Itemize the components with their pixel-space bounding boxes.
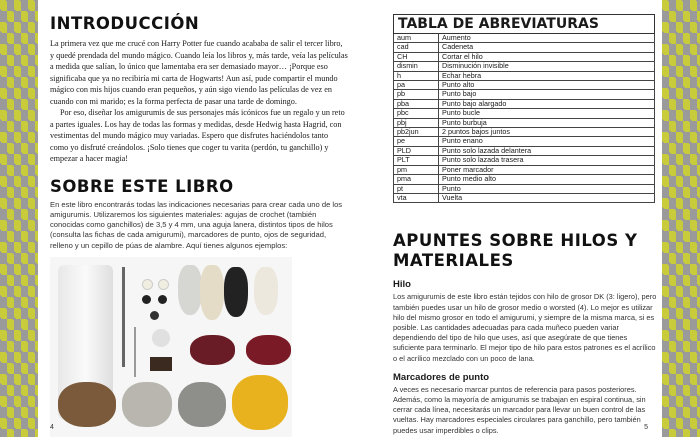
safety-eye [158,279,169,290]
yarn-skein-white [254,267,278,315]
abbreviation-meaning: Cortar el hilo [439,52,655,61]
table-row [394,184,655,193]
table-row [394,99,655,108]
notes-title: APUNTES SOBRE HILOS Y MATERIALES [393,231,638,271]
abbreviation-meaning: Punto [439,184,655,193]
yarn-skein-brown [58,382,116,427]
intro-paragraph: La primera vez que me crucé con Harry Potter fue cuando acababa de salir el tercer libro, y quedé prendada del mundo mágico. Cuando leía los libros y, más tarde, veía las películas a medida que salían, lo único que lamentaba era ser demasiado mayor… ¡Porque eso significaba que ya no recibiría mi carta de Hogwarts! Aun así, pude compartir el mundo mágico con mis hijos cuando eran pequeños, y aún sigo viendo las películas de vez en cuando con mi marido; es la forma perfecta de pasar una tarde de domingo. [50,39,348,106]
table-row [394,43,655,52]
safety-eye [150,311,159,320]
intro-paragraph: Por eso, diseñar los amigurumis de sus personajes más icónicos fue un regalo y un reto a partes iguales. Los hay de todas las formas y medidas, desde Hedwig hasta Hagrid, con vestimentas del mundo mágico muy variadas. Espero que disfrutes haciéndolos tanto como yo disfruté creándolos. ¡Solo tienes que coger tu varita (perdón, tu ganchillo) y empezar a hacer magia! [50,108,345,163]
table-row [394,165,655,174]
yarn-skein-grey [178,265,202,315]
abbreviation-code: cad [394,43,439,52]
intro-title: INTRODUCCIÓN [50,14,200,33]
abbreviation-meaning: Echar hebra [439,71,655,80]
abbreviation-code: pt [394,184,439,193]
abbreviation-code: PLD [394,146,439,155]
decorative-border-left [0,0,38,437]
materials-photo [50,257,292,437]
safety-eye [142,295,151,304]
markers-text: A veces es necesario marcar puntos de referencia para pasos posteriores. Además, como la mayoría de amigurumis se trabajan en espiral continua, sin cerrar cada línea, necesitarás un marcador para llevar un buen control de las vueltas. Hay marcadores especiales circulares para ganchillo, pero también puedes usar imperdibles o clips. [393,384,646,435]
table-row [394,71,655,80]
abbreviations-table [393,14,655,203]
abbreviation-code: aum [394,34,439,43]
abbreviation-code: pm [394,165,439,174]
yarn-skein-maroon [190,335,235,365]
abbreviation-code: pb2jun [394,128,439,137]
abbreviation-code: h [394,71,439,80]
yarn-skein-grey-dark [178,382,226,427]
abbreviation-code: pbc [394,109,439,118]
crochet-hook [122,267,125,367]
table-row [394,118,655,127]
table-row [394,90,655,99]
table-row [394,81,655,90]
safety-eye [158,295,167,304]
yarn-skein-maroon [246,335,291,365]
abbreviation-meaning: Punto enano [439,137,655,146]
yarn-heading: Hilo [393,279,411,291]
yarn-skein-grey [122,382,172,427]
abbreviation-meaning: Cadeneta [439,43,655,52]
abbreviation-code: pma [394,175,439,184]
right-page [393,14,659,434]
decorative-border-right [662,0,700,437]
abbreviation-meaning: Punto alto [439,81,655,90]
abbreviation-meaning: Punto solo lazada delantera [439,146,655,155]
abbreviation-meaning: Punto bajo alargado [439,99,655,108]
yarn-skein-yellow [232,375,288,430]
abbreviation-code: CH [394,52,439,61]
wire-brush [152,329,170,347]
table-row [394,193,655,202]
yarn-text: Los amigurumis de este libro están tejidos con hilo de grosor DK (3: ligero), pero también puedes usar un hilo de grosor medio o worsted (4). Lo mejor es utilizar hilo del mismo grosor en todo el amigurumi, y siempre de la misma marca, si es posible. Las cantidades adecuadas para cada muñeco pueden variar dependiendo del tipo de hilo que uses, así que asegúrate de que tienes suficiente para terminarlo. El mejor tipo de hilo para estos patrones es el acrílico o el acrílico mezclado con un poco de lana. [393,292,657,363]
table-row [394,109,655,118]
abbreviation-meaning: Punto bajo [439,90,655,99]
abbreviation-code: vta [394,193,439,202]
yarn-bundle-brown [150,357,172,371]
abbreviation-code: pa [394,81,439,90]
intro-text [50,38,348,165]
yarn-needle [134,327,136,377]
table-row [394,34,655,43]
table-row [394,156,655,165]
table-row [394,175,655,184]
abbreviation-meaning: Punto burbuja [439,118,655,127]
table-row [394,62,655,71]
yarn-skein-cream [200,265,224,320]
about-title: SOBRE ESTE LIBRO [50,176,234,196]
table-title: TABLA DE ABREVIATURAS [394,15,655,34]
abbreviation-meaning: Disminución invisible [439,62,655,71]
table-row [394,52,655,61]
abbreviation-meaning: Poner marcador [439,165,655,174]
abbreviation-code: pb [394,90,439,99]
abbreviation-code: PLT [394,156,439,165]
table-row [394,137,655,146]
table-row [394,146,655,155]
abbreviation-meaning: Aumento [439,34,655,43]
abbreviation-meaning: Punto bucle [439,109,655,118]
safety-eye [142,279,153,290]
abbreviation-code: dismin [394,62,439,71]
table-row [394,128,655,137]
about-text: En este libro encontrarás todas las indicaciones necesarias para crear cada uno de los amigurumis. Utilizaremos los siguientes materiales: agujas de crochet (también conocidas como ganchillos) de 3,5 y 4 mm, una aguja lanera, distintos tipos de hilos (consulta las fichas de cada amigurumi), marcadores de punto, ojos de seguridad, relleno y un cepillo de púas de alambre. Aquí tienes algunos ejemplos: [50,199,343,250]
abbreviation-code: pbj [394,118,439,127]
yarn-skein-black [224,267,248,317]
abbreviation-meaning: Punto solo lazada trasera [439,156,655,165]
markers-heading: Marcadores de punto [393,371,490,383]
abbreviation-meaning: Vuelta [439,193,655,202]
abbreviation-meaning: 2 puntos bajos juntos [439,128,655,137]
abbreviation-code: pba [394,99,439,108]
page-number: 5 [644,424,648,431]
abbreviation-code: pe [394,137,439,146]
abbreviation-meaning: Punto medio alto [439,175,655,184]
left-page [50,14,348,434]
page-number: 4 [50,424,54,431]
